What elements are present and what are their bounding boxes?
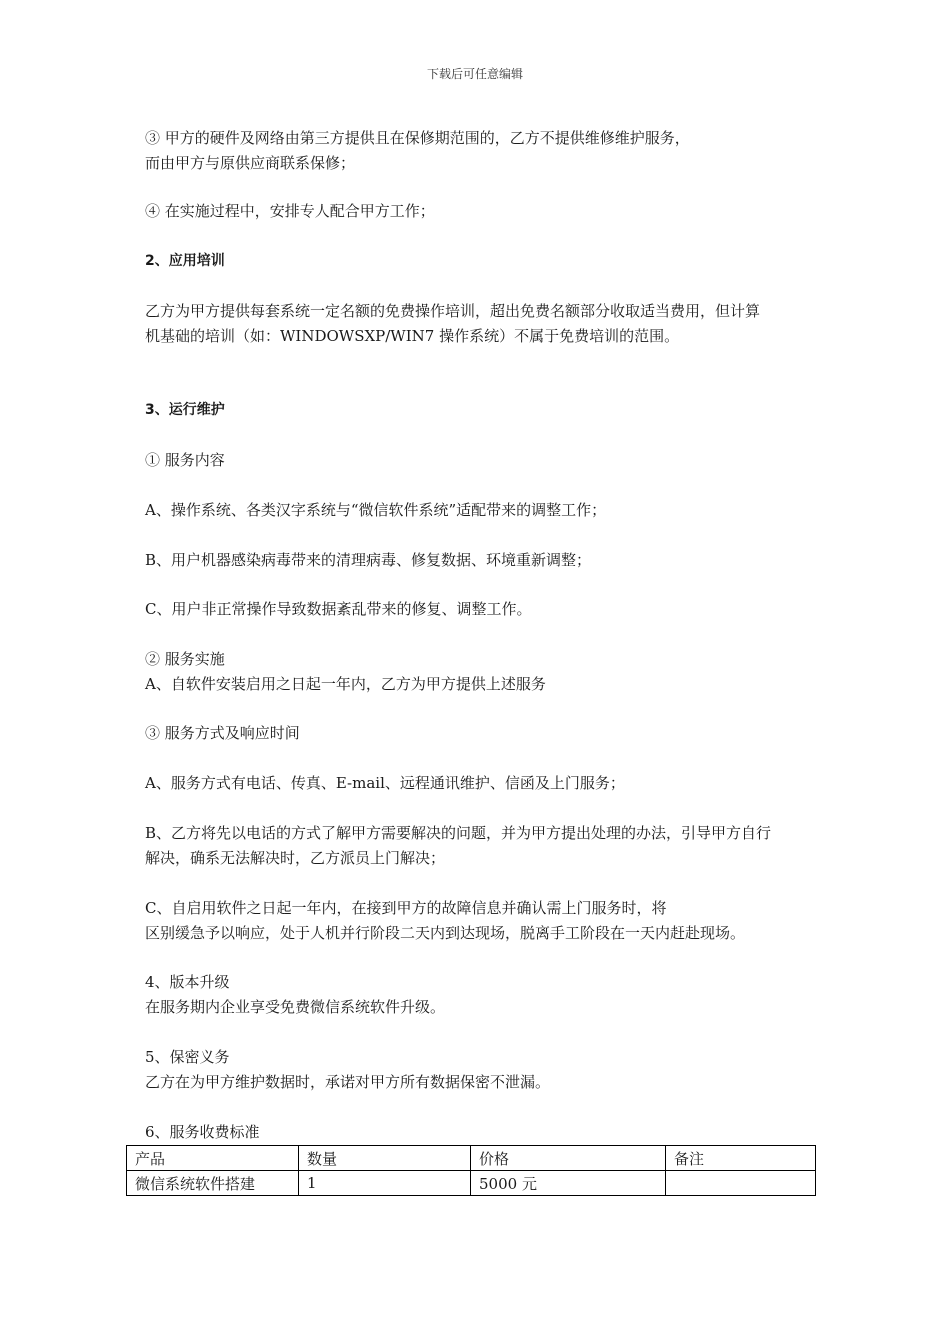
paragraph: 乙方为甲方提供每套系统一定名额的免费操作培训，超出免费名额部分收取适当费用，但计算 <box>145 302 761 320</box>
subsection-heading: ② 服务实施 <box>145 650 225 668</box>
paragraph: 解决，确系无法解决时，乙方派员上门解决； <box>145 849 446 867</box>
section-heading: 3、运行维护 <box>145 402 225 418</box>
table-cell: 微信系统软件搭建 <box>127 1171 299 1196</box>
paragraph: C、用户非正常操作导致数据紊乱带来的修复、调整工作。 <box>145 600 532 618</box>
table-header-cell: 价格 <box>471 1146 666 1171</box>
page-header: 下载后可任意编辑 <box>426 67 523 81</box>
table-header-cell: 备注 <box>666 1146 816 1171</box>
section-heading: 5、保密义务 <box>145 1048 230 1066</box>
subsection-heading: ① 服务内容 <box>145 451 225 469</box>
fee-table <box>126 1145 816 1196</box>
section-heading: 6、服务收费标准 <box>145 1123 260 1141</box>
paragraph: A、服务方式有电话、传真、E-mail、远程通讯维护、信函及上门服务； <box>145 774 625 792</box>
paragraph: 机基础的培训（如：WINDOWSXP/WIN7 操作系统）不属于免费培训的范围。 <box>145 327 680 345</box>
paragraph: A、操作系统、各类汉字系统与“微信软件系统”适配带来的调整工作； <box>145 501 607 519</box>
paragraph: B、乙方将先以电话的方式了解甲方需要解决的问题，并为甲方提出处理的办法，引导甲方自行 <box>145 824 772 842</box>
paragraph: C、自启用软件之日起一年内，在接到甲方的故障信息并确认需上门服务时，将 <box>145 899 667 917</box>
table-cell: 5000 元 <box>471 1171 666 1196</box>
paragraph: 乙方在为甲方维护数据时，承诺对甲方所有数据保密不泄漏。 <box>145 1073 551 1091</box>
table-row <box>127 1171 816 1196</box>
table-cell: 1 <box>299 1171 471 1196</box>
paragraph: 在服务期内企业享受免费微信系统软件升级。 <box>145 998 446 1016</box>
paragraph: ④ 在实施过程中，安排专人配合甲方工作； <box>145 202 435 220</box>
paragraph: A、自软件安装启用之日起一年内，乙方为甲方提供上述服务 <box>145 675 546 693</box>
table-cell <box>666 1171 816 1196</box>
paragraph: 区别缓急予以响应，处于人机并行阶段二天内到达现场，脱离手工阶段在一天内赶赴现场。 <box>145 924 746 942</box>
table-header-row <box>127 1146 816 1171</box>
section-heading: 2、应用培训 <box>145 253 225 269</box>
table-header-cell: 数量 <box>299 1146 471 1171</box>
paragraph: B、用户机器感染病毒带来的清理病毒、修复数据、环境重新调整； <box>145 551 592 569</box>
section-heading: 4、版本升级 <box>145 973 230 991</box>
paragraph: ③ 甲方的硬件及网络由第三方提供且在保修期范围的，乙方不提供维修维护服务， <box>145 129 690 147</box>
paragraph: 而由甲方与原供应商联系保修； <box>145 154 356 172</box>
table-header-cell: 产品 <box>127 1146 299 1171</box>
subsection-heading: ③ 服务方式及响应时间 <box>145 724 300 742</box>
